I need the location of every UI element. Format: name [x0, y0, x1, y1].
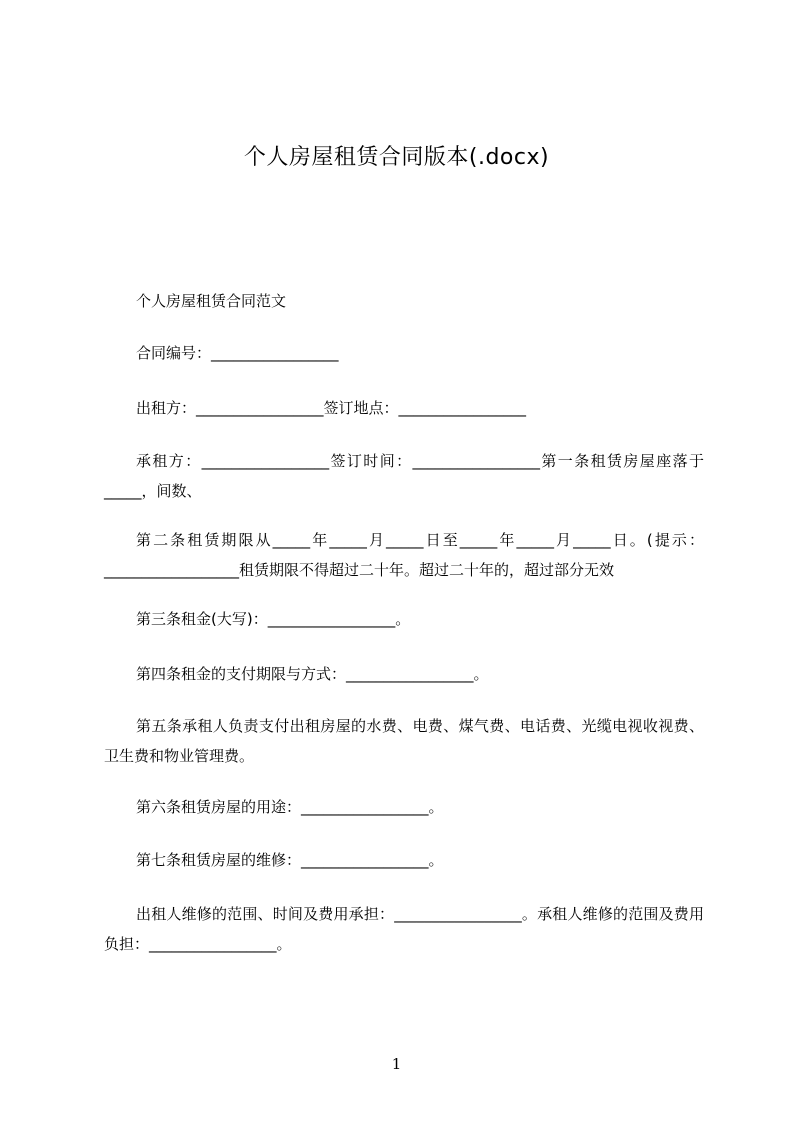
paragraph-clause-6: 第六条租赁房屋的用途：_________________。	[136, 798, 444, 816]
paragraph-clause-2: 第二条租赁期限从_____年_____月_____日至_____年_____月_____日。(提示：__________________租赁期限不得超过二十年。超过二十年的，超过部分无效	[104, 531, 704, 579]
paragraph-clause-7: 第七条租赁房屋的维修：_________________。	[136, 851, 444, 869]
paragraph-lessee: 承租方：_________________签订时间：_________________第一条租赁房屋座落于_____，间数、	[104, 452, 704, 500]
paragraph-clause-4: 第四条租金的支付期限与方式：_________________。	[136, 665, 489, 683]
paragraph-heading: 个人房屋租赁合同范文	[136, 292, 287, 310]
paragraph-clause-3: 第三条租金(大写)：_________________。	[136, 610, 411, 628]
paragraph-clause-5: 第五条承租人负责支付出租房屋的水费、电费、煤气费、电话费、光缆电视收视费、卫生费和物业管理费。	[104, 717, 704, 765]
paragraph-repair-terms: 出租人维修的范围、时间及费用承担：_________________。承租人维修的范围及费用负担：_________________。	[104, 905, 704, 953]
page-number: 1	[391, 1055, 402, 1073]
paragraph-lessor: 出租方：_________________签订地点：_________________	[136, 399, 527, 417]
document-title: 个人房屋租赁合同版本(.docx)	[243, 145, 550, 170]
paragraph-contract-number: 合同编号：_________________	[136, 344, 339, 362]
